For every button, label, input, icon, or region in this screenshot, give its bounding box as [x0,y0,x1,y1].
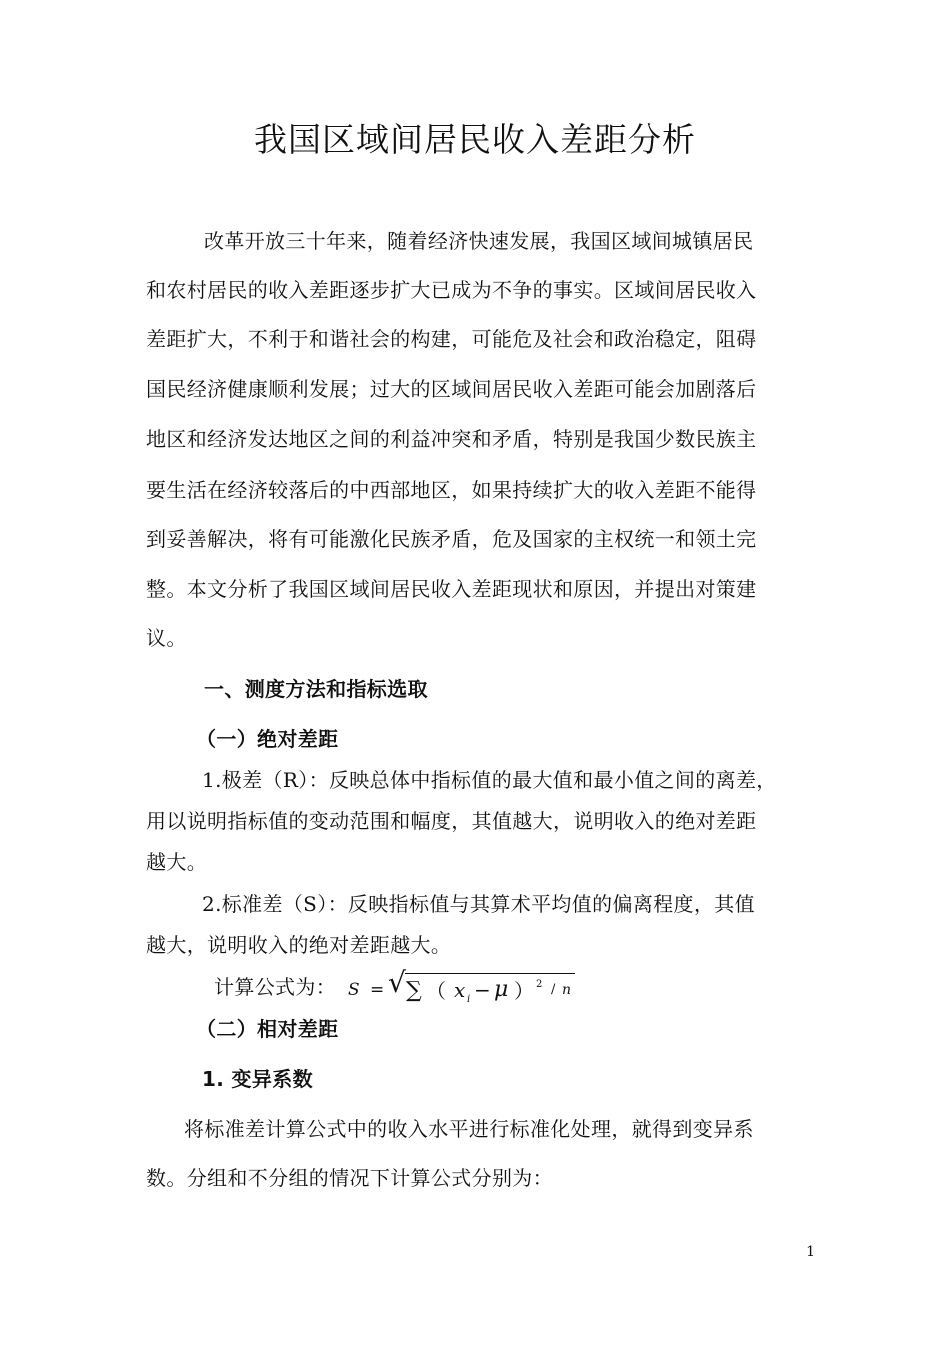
intro-line: 地区和经济发达地区之间的利益冲突和矛盾，特别是我国少数民族主 [146,427,757,451]
range-line: 1.极差（R）：反映总体中指标值的最大值和最小值之间的离差， [202,768,777,792]
intro-line: 要生活在经济较落后的中西部地区，如果持续扩大的收入差距不能得 [146,478,757,502]
formula-sqrt: √ [388,966,406,999]
formula-mu: μ [494,977,509,1002]
subsection-heading: （二）相对差距 [196,1017,339,1041]
intro-line: 整。本文分析了我国区域间居民收入差距现状和原因，并提出对策建 [146,577,757,601]
formula-minus: − [474,978,491,1002]
formula-label: 计算公式为： [214,975,337,999]
std-line: 2.标准差（S）：反映指标值与其算术平均值的偏离程度，其值 [202,892,755,916]
section-heading: 一、测度方法和指标选取 [204,677,428,701]
intro-line: 改革开放三十年来，随着经济快速发展，我国区域间城镇居民 [204,229,754,253]
subsection-heading: （一）绝对差距 [196,727,339,751]
intro-line: 国民经济健康顺利发展；过大的区域间居民收入差距可能会加剧落后 [146,377,757,401]
range-line: 越大。 [146,850,208,874]
std-formula [348,966,588,1010]
formula-s: S [348,980,360,1000]
formula-slash: / [551,982,556,997]
formula-subscript-i: i [467,994,471,1005]
formula-open-paren: （ [426,979,446,1003]
std-line: 越大，说明收入的绝对差距越大。 [146,933,452,957]
intro-line: 差距扩大，不利于和谐社会的构建，可能危及社会和政治稳定，阻碍 [146,327,757,351]
document-title: 我国区域间居民收入差距分析 [254,120,696,159]
intro-line: 和农村居民的收入差距逐步扩大已成为不争的事实。区域间居民收入 [146,278,757,302]
formula-superscript-2: 2 [536,979,543,990]
formula-x: x [454,978,466,1002]
item-heading: 1. 变异系数 [202,1067,313,1091]
page-number: 1 [806,1244,815,1260]
formula-equals: = [370,980,385,1000]
cv-line: 数。分组和不分组的情况下计算公式分别为： [146,1166,553,1190]
formula-close-paren: ） [514,979,534,1003]
cv-line: 将标准差计算公式中的收入水平进行标准化处理，就得到变异系 [184,1117,754,1141]
formula-n: n [562,982,572,998]
range-line: 用以说明指标值的变动范围和幅度，其值越大，说明收入的绝对差距 [146,809,757,833]
formula-sum: ∑ [406,978,422,1003]
intro-line: 议。 [146,626,187,650]
intro-line: 到妥善解决，将有可能激化民族矛盾，危及国家的主权统一和领土完 [146,527,757,551]
